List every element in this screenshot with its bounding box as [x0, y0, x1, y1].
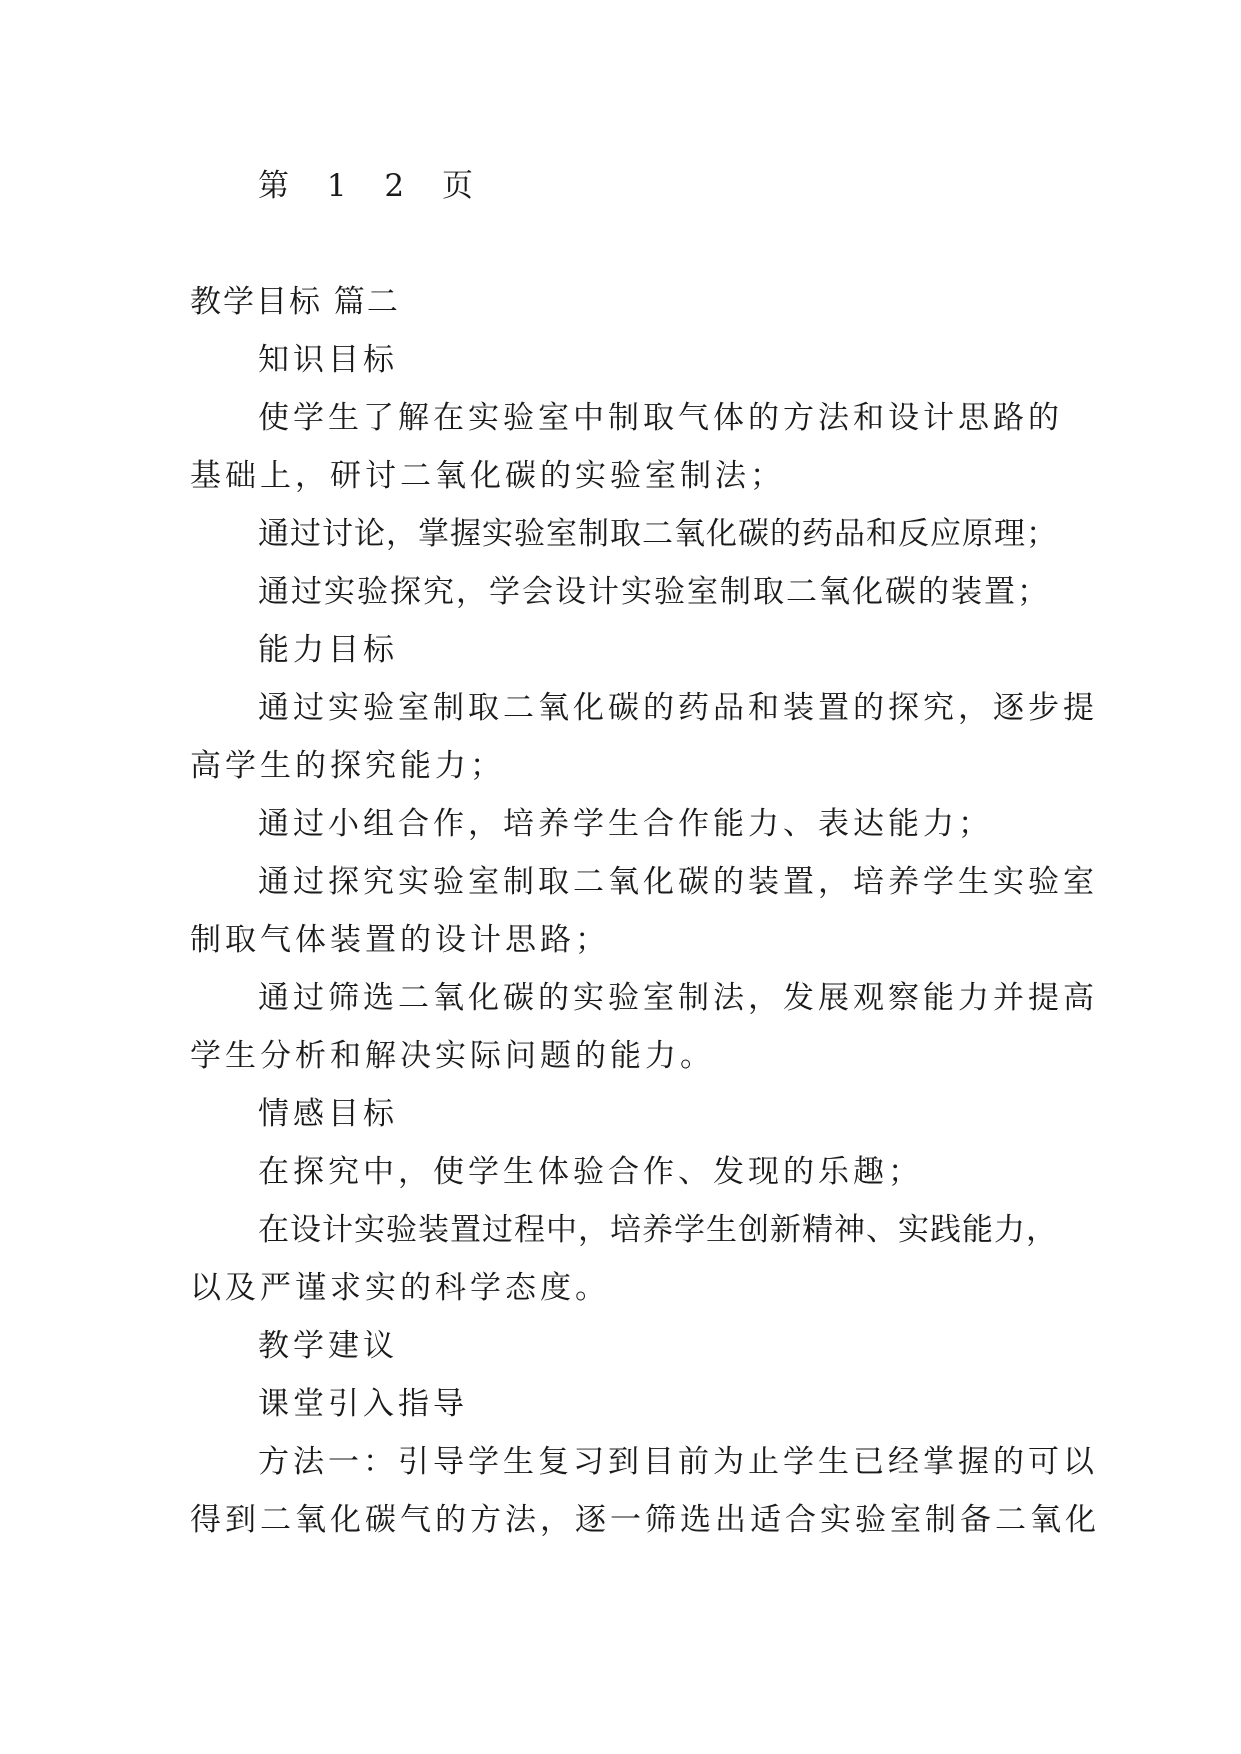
- paragraph-line: 通过筛选二氧化碳的实验室制法，发展观察能力并提高: [258, 980, 1098, 1016]
- paragraph-line: 在探究中，使学生体验合作、发现的乐趣；: [258, 1154, 923, 1190]
- heading-emotional-goals: 情感目标: [258, 1096, 398, 1132]
- paragraph-line: 以及严谨求实的科学态度。: [190, 1270, 610, 1306]
- paragraph-line: 方法一：引导学生复习到目前为止学生已经掌握的可以: [258, 1444, 1098, 1480]
- paragraph-line: 通过小组合作，培养学生合作能力、表达能力；: [258, 806, 993, 842]
- paragraph-line: 在设计实验装置过程中，培养学生创新精神、实践能力，: [258, 1212, 1058, 1248]
- paragraph-line: 基础上，研讨二氧化碳的实验室制法；: [190, 458, 785, 494]
- paragraph-line: 通过探究实验室制取二氧化碳的装置，培养学生实验室: [258, 864, 1098, 900]
- paragraph-line: 使学生了解在实验室中制取气体的方法和设计思路的: [258, 400, 1063, 436]
- paragraph-line: 通过实验探究，学会设计实验室制取二氧化碳的装置；: [258, 574, 1050, 610]
- heading-ability-goals: 能力目标: [258, 632, 398, 668]
- paragraph-line: 高学生的探究能力；: [190, 748, 505, 784]
- page-number: 第 1 2 页: [258, 168, 488, 204]
- paragraph-line: 通过实验室制取二氧化碳的药品和装置的探究，逐步提: [258, 690, 1098, 726]
- paragraph-line: 得到二氧化碳气的方法，逐一筛选出适合实验室制备二氧化: [190, 1502, 1100, 1538]
- paragraph-line: 通过讨论，掌握实验室制取二氧化碳的药品和反应原理；: [258, 516, 1058, 552]
- section-title: 教学目标 篇二: [190, 284, 400, 320]
- paragraph-line: 制取气体装置的设计思路；: [190, 922, 610, 958]
- heading-knowledge-goals: 知识目标: [258, 342, 398, 378]
- heading-class-introduction: 课堂引入指导: [258, 1386, 468, 1422]
- heading-teaching-suggestions: 教学建议: [258, 1328, 398, 1364]
- paragraph-line: 学生分析和解决实际问题的能力。: [190, 1038, 715, 1074]
